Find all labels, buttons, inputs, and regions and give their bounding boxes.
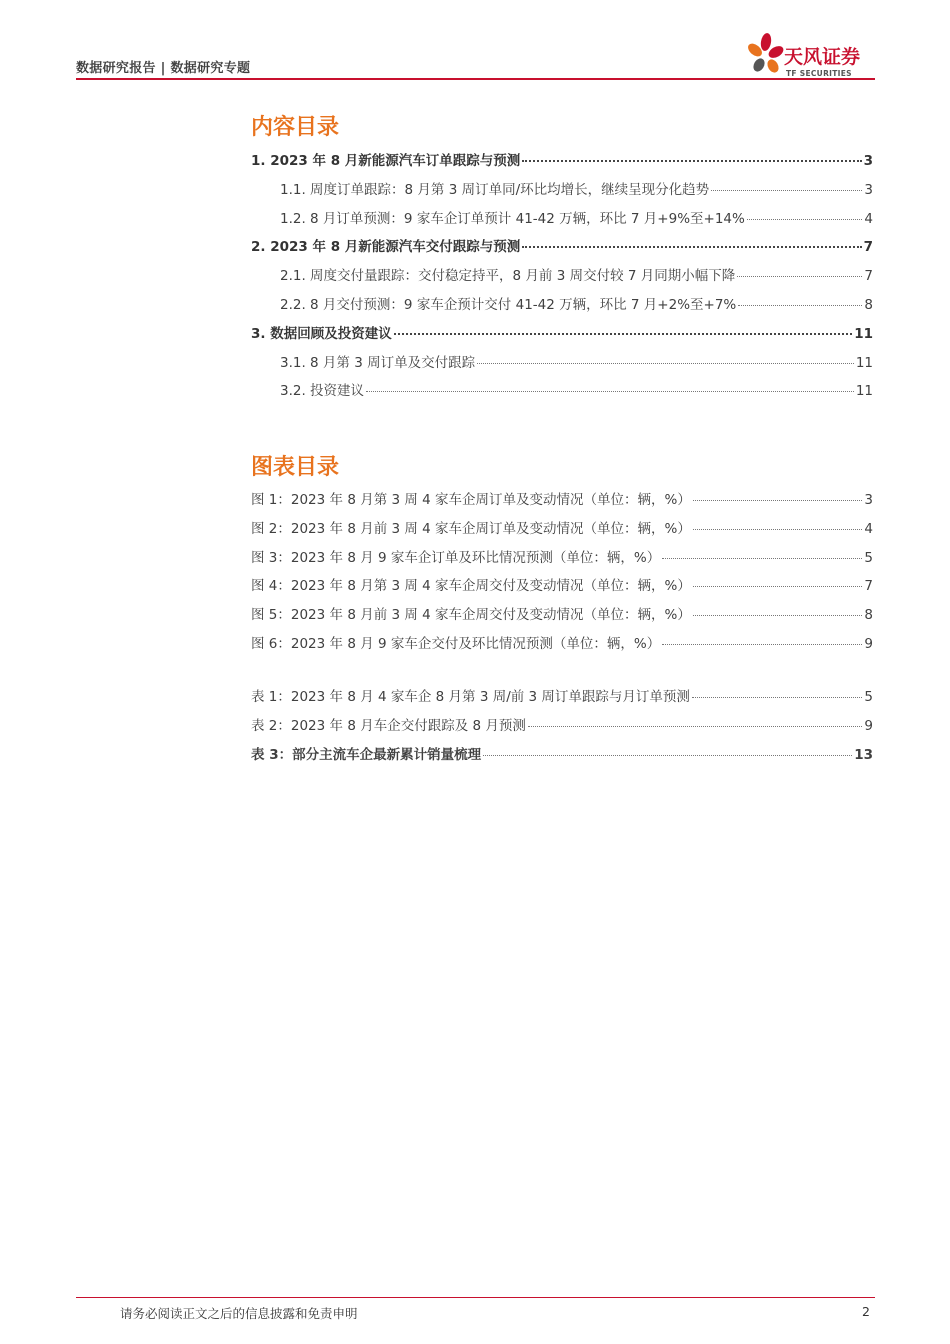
report-header-title: 数据研究报告 | 数据研究专题 [76, 61, 251, 76]
table-entry[interactable] [251, 714, 873, 734]
dot-leader [662, 644, 862, 645]
dot-leader [692, 697, 862, 698]
toc-entry-text: 表 3：部分主流车企最新累计销量梳理 [251, 746, 482, 763]
dot-leader [394, 333, 852, 335]
dot-leader [483, 755, 852, 756]
figure-entry[interactable] [251, 632, 873, 652]
toc-entry-text: 2. 2023 年 8 月新能源汽车交付跟踪与预测 [251, 239, 521, 256]
toc-entry-text: 图 2：2023 年 8 月前 3 周 4 家车企周订单及变动情况（单位：辆，%） [251, 520, 691, 537]
toc-entry-text: 3.2. 投资建议 [280, 383, 365, 400]
toc-entry-page: 5 [864, 689, 873, 705]
toc-entry-page: 11 [854, 325, 873, 342]
toc-entry-page: 3 [864, 181, 873, 198]
contents-title: 内容目录 [251, 115, 340, 140]
dot-leader [738, 305, 862, 306]
dot-leader [662, 558, 862, 559]
figures-title: 图表目录 [251, 455, 340, 480]
dot-leader [366, 391, 854, 392]
toc-entry-page: 7 [863, 239, 873, 256]
toc-entry-text: 图 3：2023 年 8 月 9 家车企订单及环比情况预测（单位：辆，%） [251, 549, 661, 566]
logo-chinese-name: 天风证券 [784, 46, 861, 68]
toc-entry-page: 7 [864, 268, 873, 285]
dot-leader [693, 500, 863, 501]
toc-entry-page: 4 [864, 520, 873, 537]
footer-disclaimer: 请务必阅读正文之后的信息披露和免责申明 [120, 1306, 358, 1321]
toc-entry-page: 3 [863, 153, 873, 169]
dot-leader [528, 726, 863, 727]
footer-divider [76, 1297, 875, 1298]
toc-entry-text: 图 5：2023 年 8 月前 3 周 4 家车企周交付及变动情况（单位：辆，%） [251, 607, 691, 624]
toc-entry-text: 3. 数据回顾及投资建议 [251, 325, 392, 342]
figure-entry[interactable] [251, 574, 873, 594]
toc-entry-page: 8 [864, 297, 873, 313]
toc-entry-page: 9 [864, 636, 873, 652]
toc-entry-text: 表 1：2023 年 8 月 4 家车企 8 月第 3 周/前 3 周订单跟踪与月订单预测 [251, 689, 690, 705]
toc-entry-page: 11 [855, 354, 873, 371]
toc-entry-page: 5 [864, 549, 873, 566]
flower-logo-icon [746, 28, 786, 80]
toc-entry-text: 表 2：2023 年 8 月车企交付跟踪及 8 月预测 [251, 717, 526, 734]
toc-entry-text: 2.2. 8 月交付预测：9 家车企预计交付 41-42 万辆，环比 7 月+2%至+7% [280, 297, 737, 313]
toc-entry-page: 8 [864, 607, 873, 624]
dot-leader [711, 190, 862, 191]
toc-entry-text: 1. 2023 年 8 月新能源汽车订单跟踪与预测 [251, 153, 521, 169]
toc-entry[interactable] [280, 207, 873, 227]
page-number: 2 [862, 1304, 870, 1319]
toc-entry-text: 图 1：2023 年 8 月第 3 周 4 家车企周订单及变动情况（单位：辆，%） [251, 492, 691, 508]
toc-entry[interactable] [251, 235, 873, 255]
toc-entry-page: 13 [854, 746, 873, 763]
dot-leader [747, 219, 863, 220]
toc-entry-page: 3 [864, 492, 873, 508]
tf-securities-logo [746, 28, 876, 80]
dot-leader [477, 363, 854, 364]
toc-entry-page: 9 [864, 717, 873, 734]
dot-leader [522, 246, 861, 248]
toc-entry-page: 11 [855, 383, 873, 400]
toc-entry[interactable] [280, 264, 873, 284]
toc-entry-text: 1.2. 8 月订单预测：9 家车企订单预计 41-42 万辆，环比 7 月+9%至+14% [280, 210, 745, 227]
figure-entry[interactable] [251, 546, 873, 566]
toc-entry-text: 3.1. 8 月第 3 周订单及交付跟踪 [280, 354, 476, 371]
toc-entry-text: 图 4：2023 年 8 月第 3 周 4 家车企周交付及变动情况（单位：辆，%） [251, 578, 691, 595]
logo-english-name: TF SECURITIES [786, 69, 852, 78]
figure-entry[interactable] [251, 488, 873, 508]
toc-entry-text: 图 6：2023 年 8 月 9 家车企交付及环比情况预测（单位：辆，%） [251, 636, 661, 652]
table-entry[interactable] [251, 743, 873, 763]
toc-entry-text: 1.1. 周度订单跟踪：8 月第 3 周订单同/环比均增长，继续呈现分化趋势 [280, 181, 710, 198]
dot-leader [522, 160, 861, 162]
toc-entry[interactable] [280, 293, 873, 313]
toc-entry[interactable] [251, 322, 873, 342]
dot-leader [737, 276, 862, 277]
toc-entry[interactable] [280, 178, 873, 198]
toc-entry-page: 4 [864, 210, 873, 227]
table-entry[interactable] [251, 685, 873, 705]
dot-leader [693, 615, 863, 616]
dot-leader [693, 586, 863, 587]
toc-entry-text: 2.1. 周度交付量跟踪：交付稳定持平，8 月前 3 周交付较 7 月同期小幅下降 [280, 268, 736, 285]
toc-entry[interactable] [251, 149, 873, 169]
toc-entry-page: 7 [864, 578, 873, 595]
toc-entry[interactable] [280, 379, 873, 399]
figure-entry[interactable] [251, 603, 873, 623]
toc-entry[interactable] [280, 351, 873, 371]
dot-leader [693, 529, 863, 530]
figure-entry[interactable] [251, 517, 873, 537]
